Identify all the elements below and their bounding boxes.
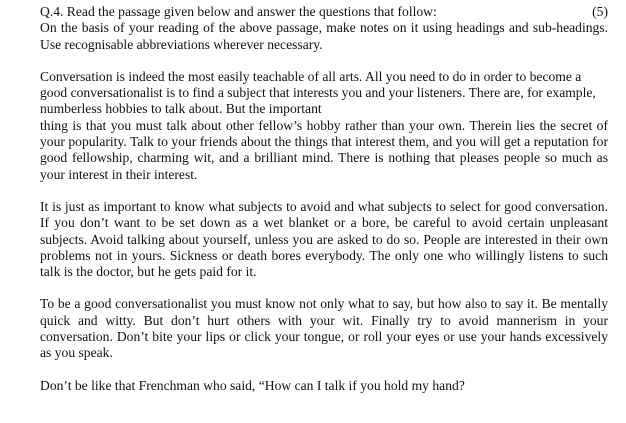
passage-paragraph-3: To be a good conversationalist you must know not only what to say, but how also to say it. Be mentally quick and witty. But don’t hurt others with your wit. Finally try to avoid mannerism in your conversation. Don’t bite your lips or click your tongue, or roll your eyes or use your hands excessively as you speak.	[40, 296, 608, 361]
question-label: Q.4. Read the passage given below and answer the questions that follow:	[40, 4, 437, 19]
passage-paragraph-1-part-2: thing is that you must talk about other fellow’s hobby rather than your own. Therein lies the secret of your popularity. Talk to your friends about the things that interest them, and you will get a reputation for good fellowship, charming wit, and a brilliant mind. There is nothing that pleases people so much as your interest in their interest.	[40, 117, 608, 182]
question-instruction: On the basis of your reading of the above passage, make notes on it using headings and sub-headings. Use recognisable abbreviations wherever necessary.	[40, 20, 608, 52]
passage-paragraph-2: It is just as important to know what subjects to avoid and what subjects to select for good conversation. If you don’t want to be set down as a wet blanket or a bore, be careful to avoid certain unpleasant subjects. Avoid talking about yourself, unless you are asked to do so. People are interested in their own problems not in yours. Sickness or death bores everybody. The only one who willingly listens to such talk is the doctor, but he gets paid for it.	[40, 198, 608, 280]
passage-paragraph-1-part-1: Conversation is indeed the most easily teachable of all arts. All you need to do in order to become a good conversationalist is to find a subject that interests you and your listeners. There are, for example, numberless hobbies to talk about. But the important	[40, 68, 596, 117]
document-page	[40, 4, 608, 394]
question-header	[40, 4, 608, 20]
question-marks: (5)	[592, 4, 608, 19]
passage-paragraph-4: Don’t be like that Frenchman who said, “How can I talk if you hold my hand?	[40, 377, 465, 393]
